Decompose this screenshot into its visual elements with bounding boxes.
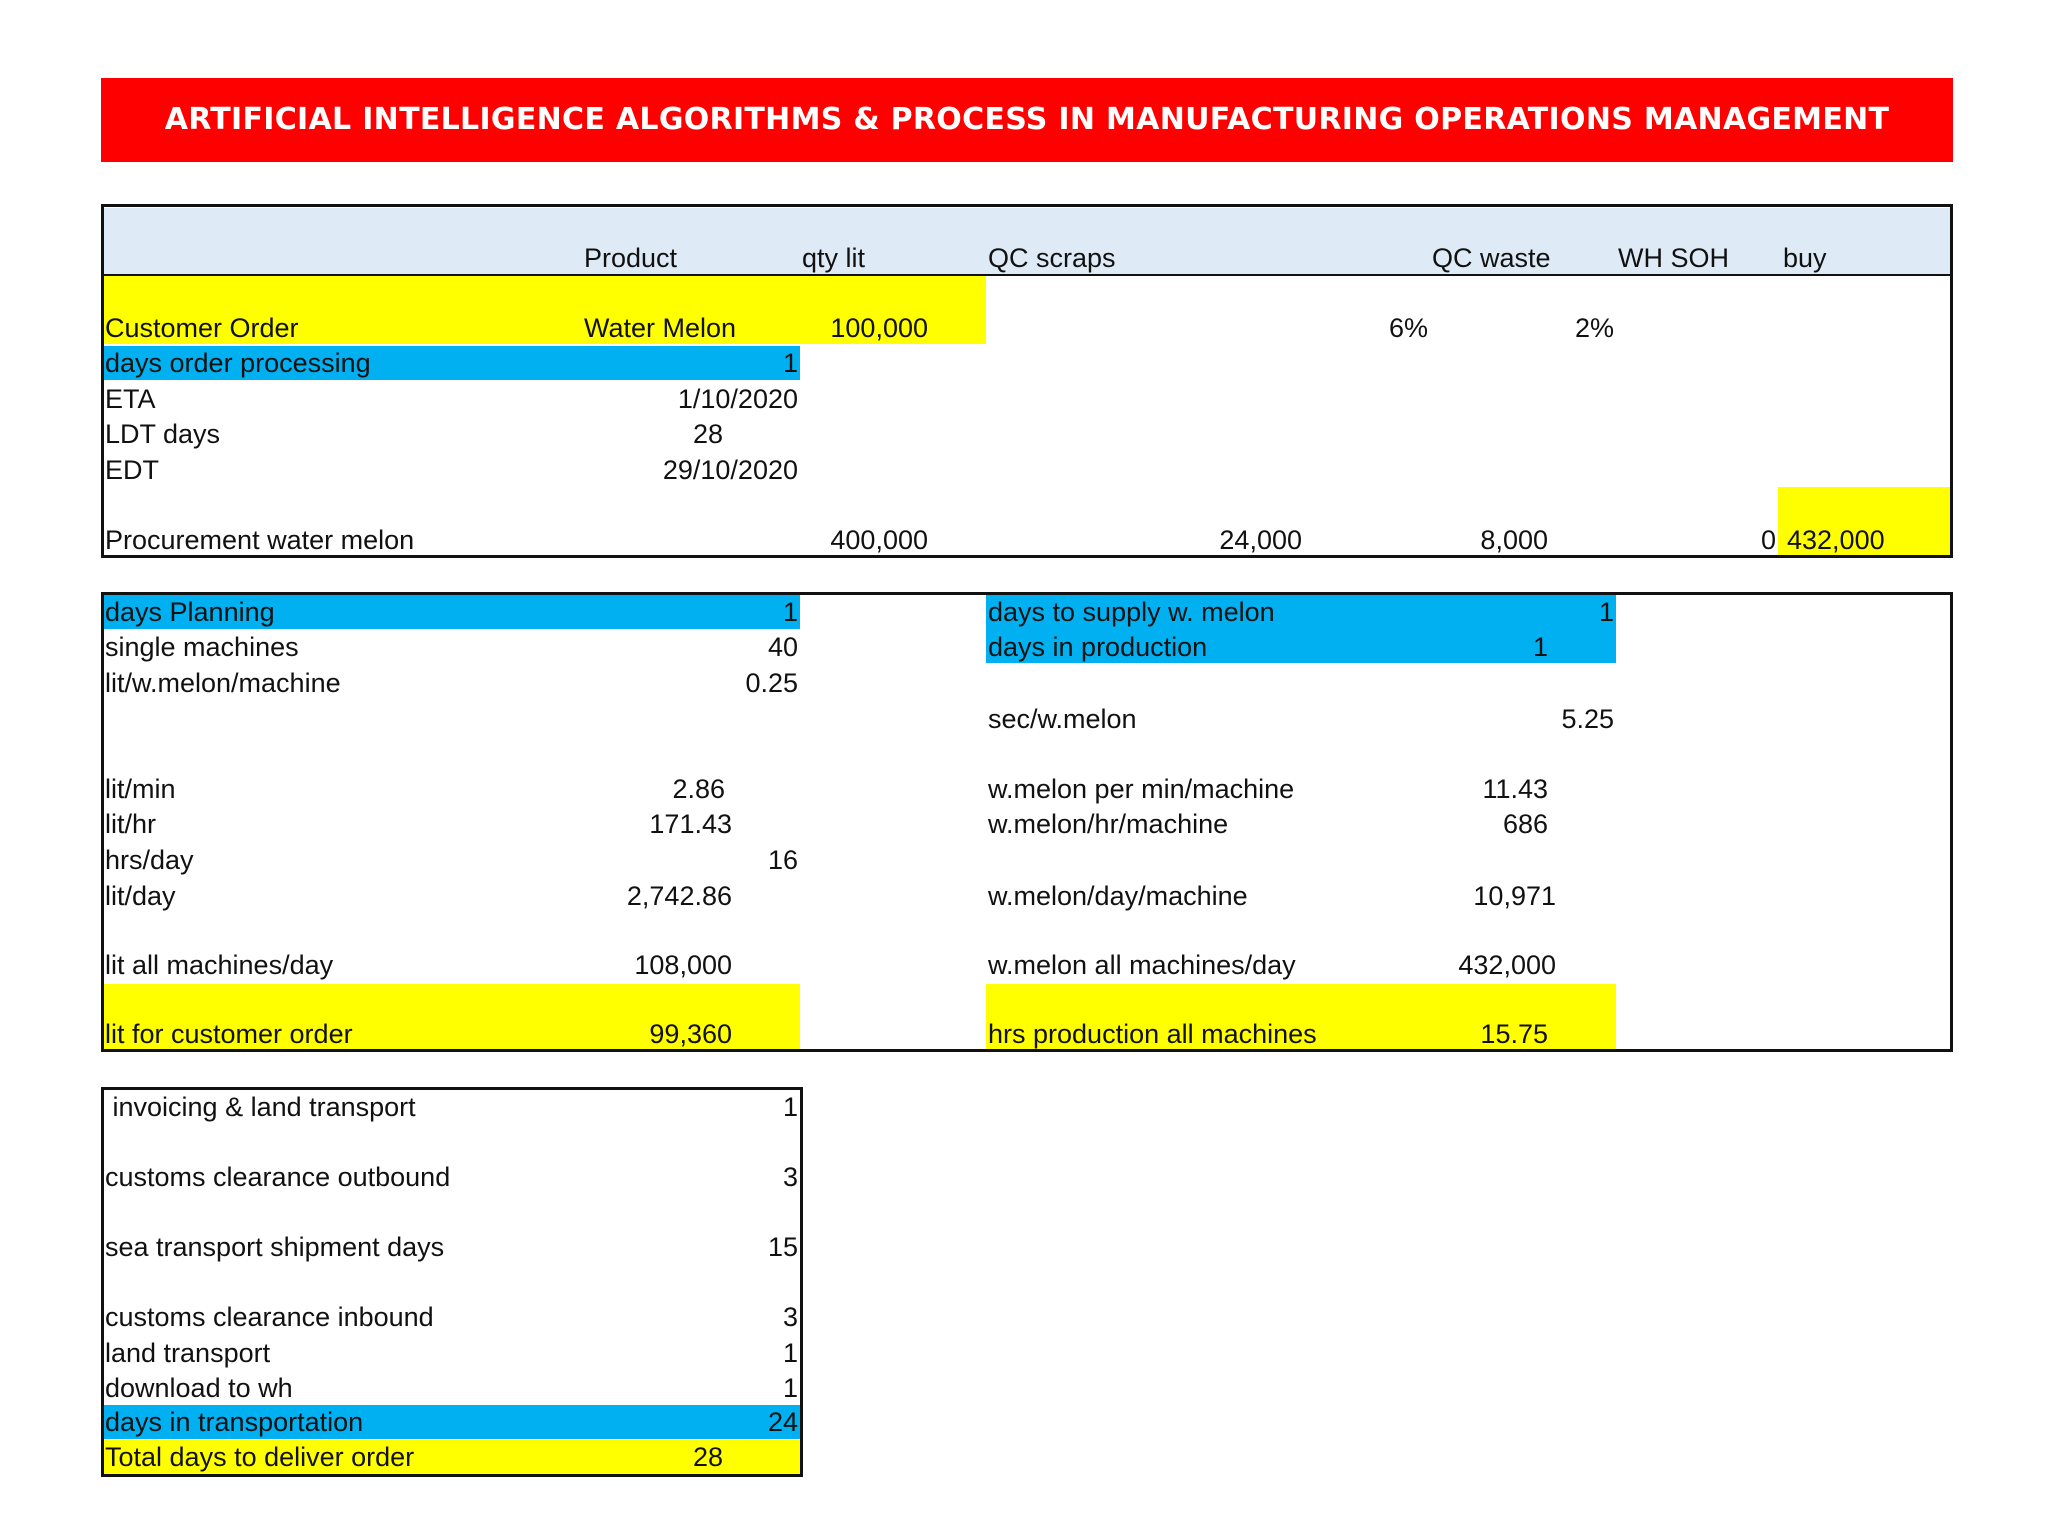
qc-waste-pct: 2% <box>1574 313 1614 343</box>
customs-in-label: customs clearance inbound <box>105 1302 434 1332</box>
download-label: download to wh <box>105 1373 293 1403</box>
invoicing-value: 1 <box>782 1092 798 1122</box>
procurement-label: Procurement water melon <box>105 525 415 555</box>
lit-per-melon-label: lit/w.melon/machine <box>105 668 341 698</box>
invoicing-label: invoicing & land transport <box>105 1092 416 1122</box>
single-machines-label: single machines <box>105 632 299 662</box>
procurement-scraps: 24,000 <box>1219 525 1302 555</box>
edt-label: EDT <box>105 455 159 485</box>
lit-day-label: lit/day <box>105 881 176 911</box>
melon-all-value: 432,000 <box>1458 950 1556 980</box>
single-machines-value: 40 <box>767 632 798 662</box>
customer-order-qty: 100,000 <box>830 313 928 343</box>
lit-min-label: lit/min <box>105 774 176 804</box>
header-qc-waste: QC waste <box>1432 243 1551 273</box>
procurement-buy: 432,000 <box>1787 525 1885 555</box>
qc-scrap-pct: 6% <box>1388 313 1428 343</box>
header-qc-scraps: QC scraps <box>988 243 1116 273</box>
days-production-value: 1 <box>1532 632 1548 662</box>
days-transport-label: days in transportation <box>105 1407 364 1437</box>
melon-hr-label: w.melon/hr/machine <box>988 809 1229 839</box>
melon-day-value: 10,971 <box>1473 881 1556 911</box>
hrs-day-value: 16 <box>767 845 798 875</box>
lit-day-value: 2,742.86 <box>626 881 732 911</box>
sea-value: 15 <box>767 1232 798 1262</box>
lit-per-melon-value: 0.25 <box>745 668 798 698</box>
days-transport-value: 24 <box>767 1407 798 1437</box>
days-production-label: days in production <box>988 632 1208 662</box>
hrs-all-label: hrs production all machines <box>988 1019 1317 1049</box>
land-label: land transport <box>105 1338 271 1368</box>
sec-melon-value: 5.25 <box>1561 704 1614 734</box>
sec-melon-label: sec/w.melon <box>988 704 1137 734</box>
order-processing-value: 1 <box>782 348 798 378</box>
customs-out-label: customs clearance outbound <box>105 1162 451 1192</box>
procurement-waste: 8,000 <box>1480 525 1548 555</box>
procurement-soh: 0 <box>1760 525 1776 555</box>
ldt-value: 28 <box>692 419 723 449</box>
hrs-day-label: hrs/day <box>105 845 194 875</box>
lit-all-label: lit all machines/day <box>105 950 334 980</box>
melon-min-label: w.melon per min/machine <box>988 774 1295 804</box>
days-supply-value: 1 <box>1598 597 1614 627</box>
header-wh-soh: WH SOH <box>1618 243 1729 273</box>
melon-day-label: w.melon/day/machine <box>988 881 1248 911</box>
lit-hr-label: lit/hr <box>105 809 157 839</box>
lit-customer-label: lit for customer order <box>105 1019 353 1049</box>
lit-hr-value: 171.43 <box>649 809 732 839</box>
melon-all-label: w.melon all machines/day <box>988 950 1296 980</box>
customs-out-value: 3 <box>782 1162 798 1192</box>
page-title: ARTIFICIAL INTELLIGENCE ALGORITHMS & PROCESS IN MANUFACTURING OPERATIONS MANAGEMENT <box>164 102 1890 137</box>
lit-all-value: 108,000 <box>634 950 732 980</box>
header-buy: buy <box>1783 243 1827 273</box>
total-days-value: 28 <box>692 1442 723 1472</box>
lit-min-value: 2.86 <box>672 774 725 804</box>
ldt-label: LDT days <box>105 419 221 449</box>
header-product: Product <box>584 243 678 273</box>
hrs-all-value: 15.75 <box>1480 1019 1548 1049</box>
days-supply-label: days to supply w. melon <box>988 597 1275 627</box>
customer-order-label: Customer Order <box>105 313 299 343</box>
order-processing-label: days order processing <box>105 348 371 378</box>
edt-value: 29/10/2020 <box>662 455 798 485</box>
customs-in-value: 3 <box>782 1302 798 1332</box>
eta-label: ETA <box>105 384 156 414</box>
customer-order-product: Water Melon <box>584 313 737 343</box>
lit-customer-value: 99,360 <box>649 1019 732 1049</box>
header-qty: qty lit <box>802 243 866 273</box>
title-banner <box>101 78 1953 162</box>
download-value: 1 <box>782 1373 798 1403</box>
days-planning-value: 1 <box>782 597 798 627</box>
days-planning-label: days Planning <box>105 597 275 627</box>
total-days-label: Total days to deliver order <box>105 1442 415 1472</box>
land-value: 1 <box>782 1338 798 1368</box>
eta-value: 1/10/2020 <box>677 384 798 414</box>
melon-min-value: 11.43 <box>1482 774 1548 804</box>
sea-label: sea transport shipment days <box>105 1232 445 1262</box>
melon-hr-value: 686 <box>1502 809 1548 839</box>
procurement-qty: 400,000 <box>830 525 928 555</box>
